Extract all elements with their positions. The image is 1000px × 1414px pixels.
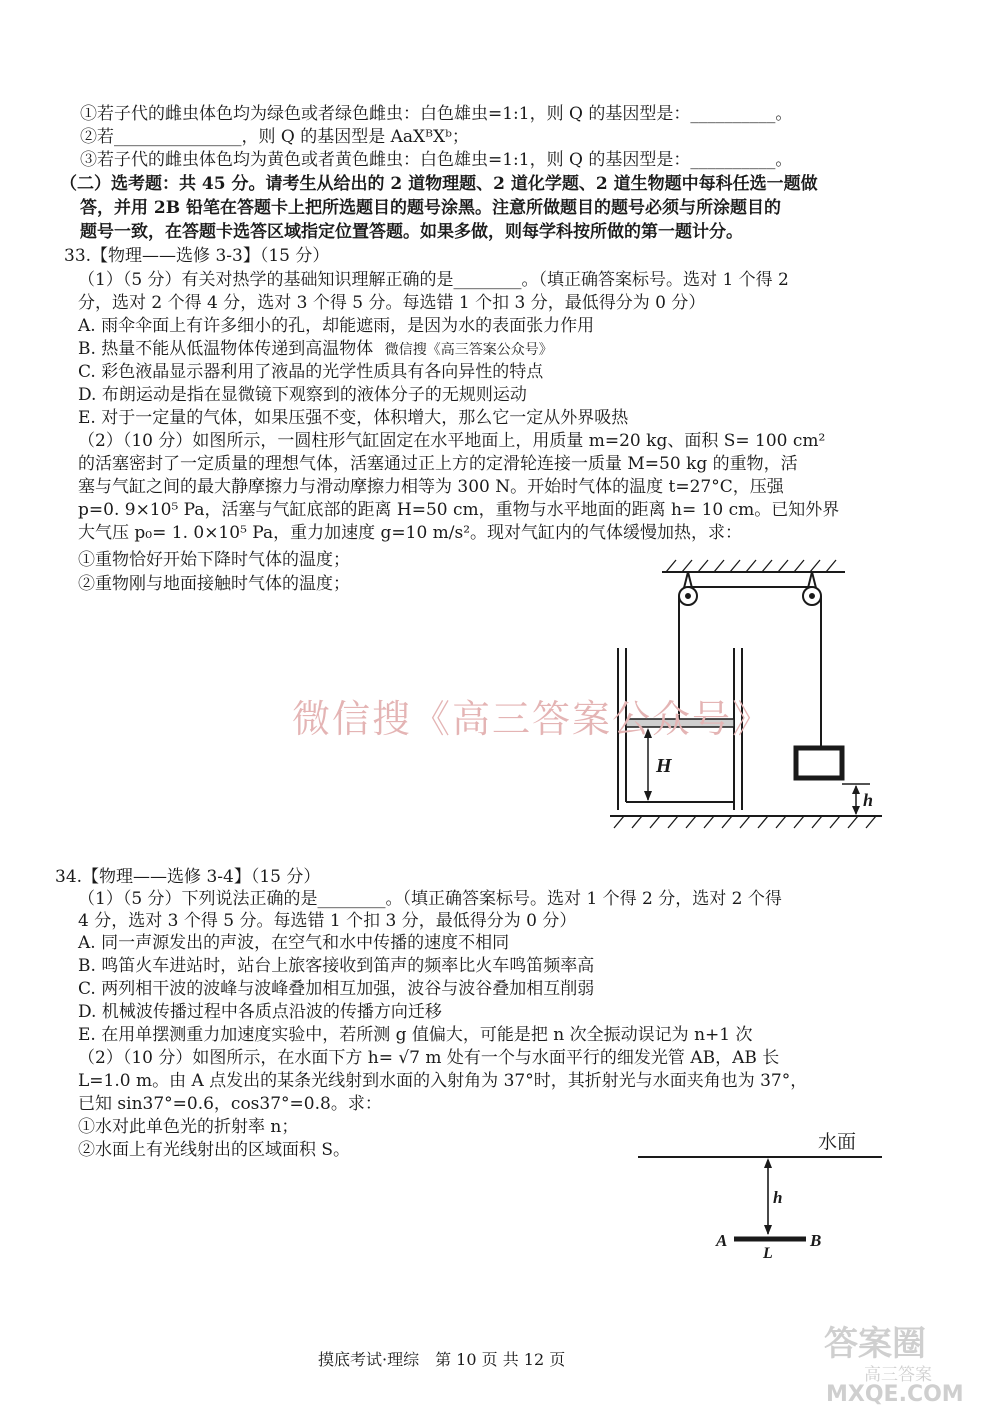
q33-option-c: C. 彩色液晶显示器利用了液晶的光学性质具有各向异性的特点: [78, 362, 544, 382]
corner-logo-top: 答案圈: [824, 1324, 926, 1364]
q33-title: 33.【物理——选修 3-3】（15 分）: [64, 246, 330, 266]
label-H: H: [656, 755, 672, 777]
q33-part2-line-2: 的活塞密封了一定质量的理想气体，活塞通过正上方的定滑轮连接一质量 M=50 kg 的重物，活: [78, 454, 798, 474]
section-2-line-3: 题号一致，在答题卡选答区域指定位置答题。如果多做，则每学科按所做的第一题计分。: [80, 222, 743, 242]
label-water-surface: 水面: [818, 1132, 857, 1153]
q34-part1-line-1: （1）（5 分）下列说法正确的是________。（填正确答案标号。选对 1 个得 2 分，选对 2 个得: [78, 889, 782, 909]
q34-part2-line-2: L=1.0 m。由 A 点发出的某条光线射到水面的入射角为 37°时，其折射光与水面夹角也为 37°，: [78, 1071, 808, 1091]
q34-option-b: B. 鸣笛火车进站时，站台上旅客接收到笛声的频率比火车鸣笛频率高: [78, 956, 595, 976]
section-2-line-1: （二）选考题：共 45 分。请考生从给出的 2 道物理题、2 道化学题、2 道生物题中每科任选一题做: [60, 174, 818, 194]
q33-option-d: D. 布朗运动是指在显微镜下观察到的液体分子的无规则运动: [78, 385, 527, 405]
q33-option-a: A. 雨伞伞面上有许多细小的孔，却能遮雨，是因为水的表面张力作用: [78, 316, 595, 336]
q33-part2-line-1: （2）（10 分）如图所示，一圆柱形气缸固定在水平地面上，用质量 m=20 kg、面积 S= 100 cm²: [78, 431, 826, 451]
q33-option-b-watermark: 微信搜《高三答案公众号》: [384, 342, 553, 358]
prev-question-line-1: ①若子代的雌虫体色均为绿色或者绿色雌虫：白色雄虫=1:1，则 Q 的基因型是：__________。: [80, 104, 793, 124]
q34-option-c: C. 两列相干波的波峰与波峰叠加相互加强，波谷与波谷叠加相互削弱: [78, 979, 595, 999]
corner-logo-mid: 高三答案: [864, 1365, 932, 1385]
q34-title: 34.【物理——选修 3-4】（15 分）: [55, 867, 321, 887]
weight-block: [796, 748, 842, 778]
q34-option-e: E. 在用单摆测重力加速度实验中，若所测 g 值偏大，可能是把 n 次全振动误记为 n+1 次: [78, 1025, 753, 1045]
q33-option-b-text: B. 热量不能从低温物体传递到高温物体: [78, 339, 374, 359]
q33-option-b: [78, 338, 553, 361]
q34-part2-line-1: （2）（10 分）如图所示，在水面下方 h= √7 m 处有一个与水面平行的细发光管 AB，AB 长: [78, 1048, 780, 1068]
q33-part2-line-3: 塞与气缸之间的最大静摩擦力与滑动摩擦力相等为 300 N。开始时气体的温度 t=27°C，压强: [78, 477, 784, 497]
q34-part2-line-3: 已知 sin37°=0.6，cos37°=0.8。求：: [78, 1094, 382, 1114]
q34-option-d: D. 机械波传播过程中各质点沿波的传播方向迁移: [78, 1002, 442, 1022]
corner-watermark-logo: [820, 1316, 995, 1411]
q34-water-tube-figure: [630, 1122, 890, 1262]
q34-part1-line-2: 4 分，选对 3 个得 5 分。每选错 1 个扣 3 分，最低得分为 0 分）: [78, 911, 577, 931]
label-h: h: [773, 1188, 783, 1207]
q33-sub-question-1: ①重物恰好开始下降时气体的温度；: [78, 550, 350, 570]
label-A: A: [716, 1231, 728, 1250]
section-2-line-2: 答，并用 2B 铅笔在答题卡上把所选题目的题号涂黑。注意所做题目的题号必须与所涂题目的: [80, 198, 782, 218]
center-watermark: 微信搜《高三答案公众号》: [292, 697, 773, 741]
page-footer: 摸底考试·理综 第 10 页 共 12 页: [318, 1350, 566, 1369]
prev-question-line-2: ②若_______________，则 Q 的基因型是 AaXᴮXᵇ；: [80, 127, 469, 147]
q34-sub-question-2: ②水面上有光线射出的区域面积 S。: [78, 1140, 351, 1160]
label-B: B: [810, 1231, 822, 1250]
q34-sub-question-1: ①水对此单色光的折射率 n；: [78, 1117, 299, 1137]
q33-option-e: E. 对于一定量的气体，如果压强不变，体积增大，那么它一定从外界吸热: [78, 408, 629, 428]
q34-option-a: A. 同一声源发出的声波，在空气和水中传播的速度不相同: [78, 933, 510, 953]
q33-part1-line-2: 分，选对 2 个得 4 分，选对 3 个得 5 分。每选错 1 个扣 3 分，最低得分为 0 分）: [78, 293, 706, 313]
ground-hatching: [614, 816, 876, 828]
label-L: L: [763, 1245, 773, 1262]
ceiling-hatching: [666, 560, 836, 572]
corner-logo-bottom: MXQE.COM: [826, 1382, 964, 1407]
label-h: h: [863, 790, 874, 810]
prev-question-line-3: ③若子代的雌虫体色均为黄色或者黄色雌虫：白色雄虫=1:1，则 Q 的基因型是：__________。: [80, 150, 793, 170]
q33-part2-line-5: 大气压 p₀= 1. 0×10⁵ Pa，重力加速度 g=10 m/s²。现对气缸内的气体缓慢加热，求：: [78, 523, 743, 543]
q33-part1-line-1: （1）（5 分）有关对热学的基础知识理解正确的是________。（填正确答案标号。选对 1 个得 2: [78, 270, 789, 290]
q33-sub-question-2: ②重物刚与地面接触时气体的温度；: [78, 574, 350, 594]
q33-part2-line-4: p=0. 9×10⁵ Pa，活塞与气缸底部的距离 H=50 cm，重物与水平地面的距离 h= 10 cm。已知外界: [78, 500, 840, 520]
